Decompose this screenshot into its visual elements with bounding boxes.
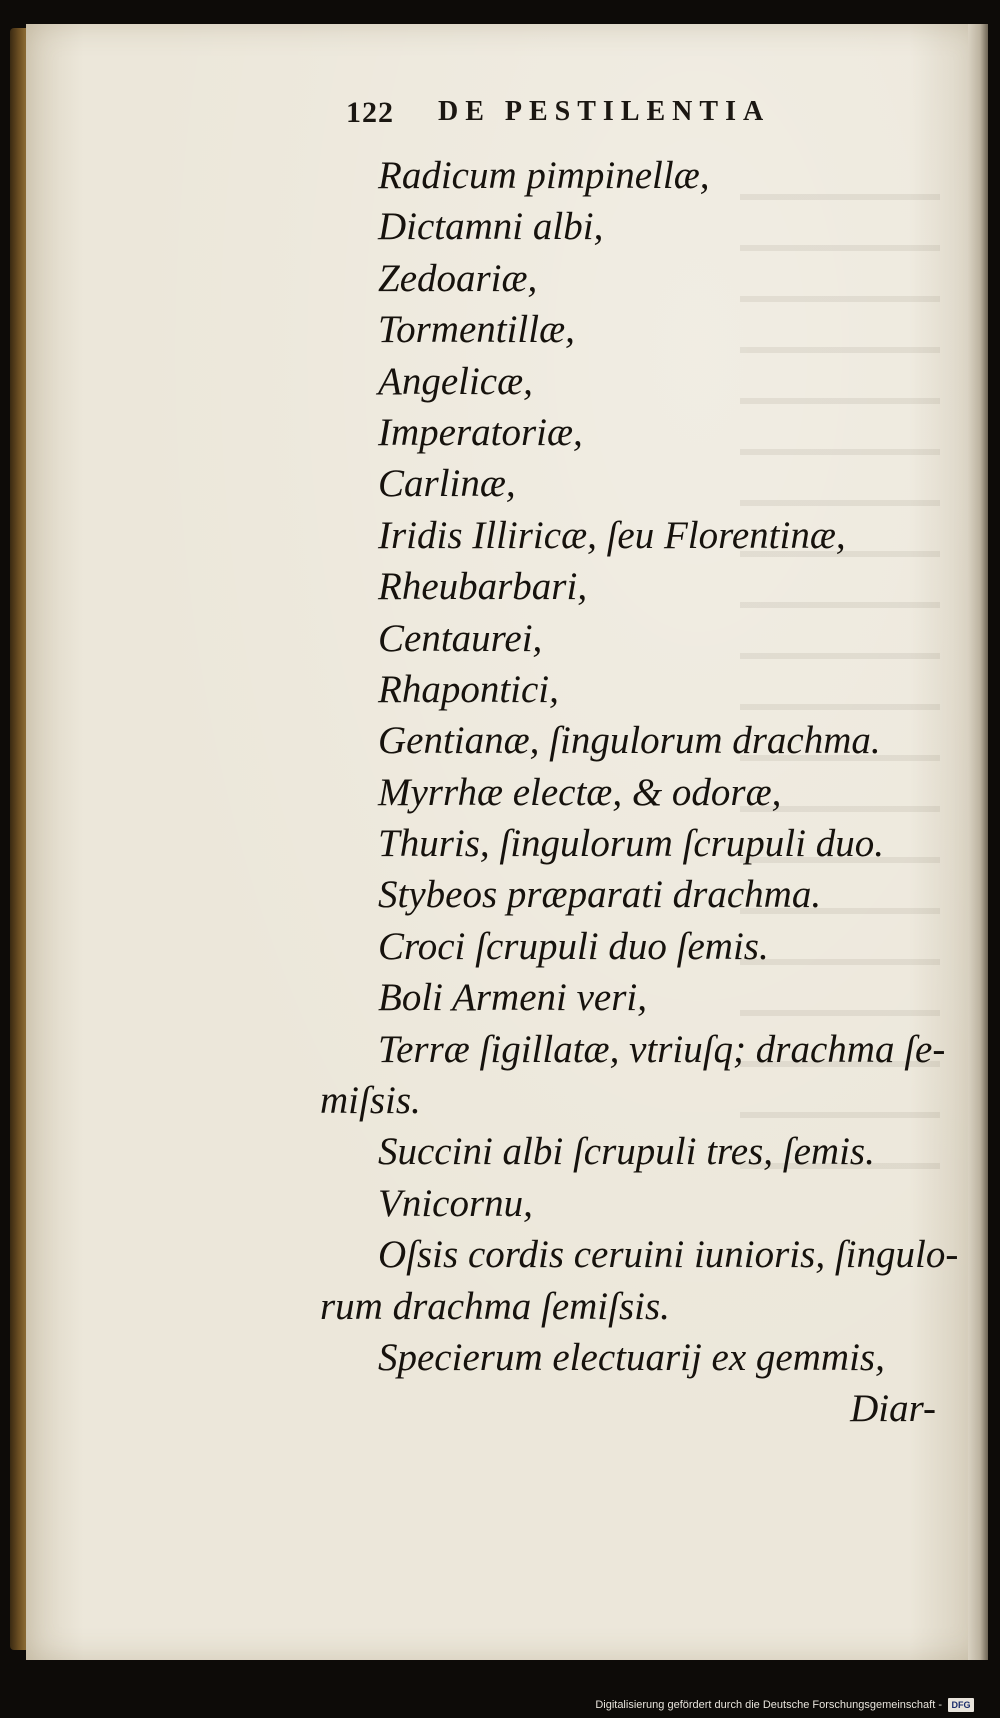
text-line: Thuris, ſingulorum ſcrupuli duo. [378,822,884,866]
text-line: Zedoariæ, [378,256,538,300]
text-line: Oſsis cordis ceruini iunioris, ſingulo- [378,1233,959,1277]
text-line: Myrrhæ electæ, & odoræ, [378,770,782,814]
text-line: Angelicæ, [378,359,533,403]
text-line: Carlinæ, [378,462,516,506]
digitization-credit [595,1698,974,1712]
text-line: Iridis Illiricæ, ſeu Florentinæ, [378,513,846,557]
credit-text: Digitalisierung gefördert durch die Deutsche Forschungsgemeinschaft - [595,1699,942,1711]
page-header [346,96,876,136]
text-line: Radicum pimpinellæ, [378,154,710,197]
catchword: Diar- [850,1387,936,1431]
text-line: Specierum electuarij ex gemmis, [378,1335,885,1379]
text-line: rum drachma ſemiſsis. [320,1284,670,1328]
page-fore-edge [968,24,988,1660]
text-line: Rheubarbari, [378,565,588,609]
text-line: Gentianæ, ſingulorum drachma. [378,719,881,763]
running-title: DE PESTILENTIA [438,96,771,127]
text-line: Succini albi ſcrupuli tres, ſemis. [378,1130,875,1174]
text-line: Centaurei, [378,616,543,660]
dfg-logo: DFG [948,1698,974,1712]
text-line: Vnicornu, [378,1181,533,1225]
text-line: Rhapontici, [378,667,559,711]
text-line: Imperatoriæ, [378,410,583,454]
text-line: Terræ ſigillatæ, vtriuſq; drachma ſe- [378,1027,946,1071]
text-line: Boli Armeni veri, [378,976,647,1020]
text-line: Dictamni albi, [378,205,604,249]
page-number: 122 [346,96,394,129]
text-line: Croci ſcrupuli duo ſemis. [378,924,769,968]
recipe-text-block [320,150,960,1435]
text-line: miſsis. [320,1079,421,1123]
text-line: Stybeos præparati drachma. [378,873,822,917]
text-line: Tormentillæ, [378,308,575,352]
